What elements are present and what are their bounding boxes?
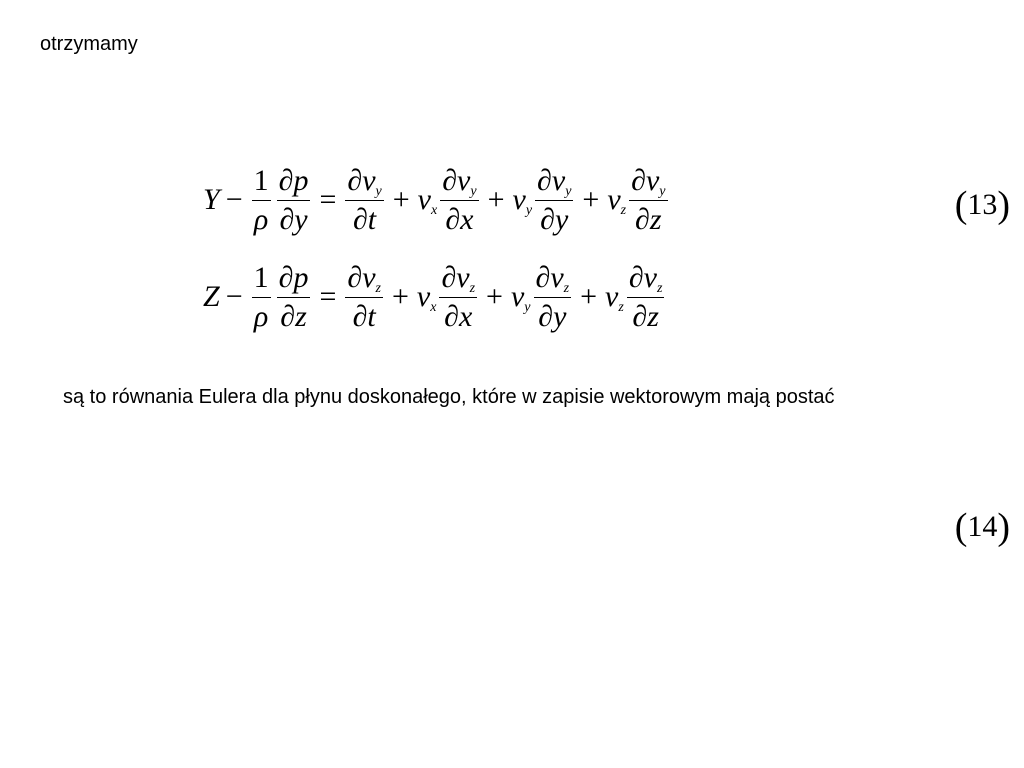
lhs-symbol: Y xyxy=(203,183,220,216)
fraction-dv-dz: $\frac{\partial v_z}{\partial z}$ xyxy=(628,260,663,333)
fraction-one-over-rho: $\frac{1}{\rho}$ xyxy=(253,163,269,236)
intro-text: otrzymamy xyxy=(40,33,138,55)
euler-equation-z: Z − $\frac{1}{\rho}$ $\frac{\partial p}{\partial z}$ = $\frac{\partial v_z}{\partial t}$ + $v_x$ $\frac{\partial v_z}{\partial x}$ + $v_y$ $\frac{\partial v_z}{\partial y}$ + $v_z$ $\frac{\partial v_z}{\partial z}$ xyxy=(203,260,663,333)
fraction-dv-dz: $\frac{\partial v_y}{\partial z}$ xyxy=(631,163,666,236)
equation-number-13: ( 13 ) xyxy=(954,184,1010,226)
euler-equation-y: Y − $\frac{1}{\rho}$ $\frac{\partial p}{\partial y}$ = $\frac{\partial v_y}{\partial t}$ + $v_x$ $\frac{\partial v_y}{\partial x}$ + $v_y$ $\frac{\partial v_y}{\partial y}$ + $v_z$ $\frac{\partial v_y}{\partial z}$ xyxy=(203,163,666,236)
fraction-dp-dvar: $\frac{\partial p}{\partial z}$ xyxy=(278,260,309,333)
lhs-symbol: Z xyxy=(203,280,220,313)
description-text: są to równania Eulera dla płynu doskonałego, które w zapisie wektorowym mają postać xyxy=(63,386,835,408)
fraction-dv-dy: $\frac{\partial v_y}{\partial y}$ xyxy=(537,163,572,236)
fraction-dv-dx: $\frac{\partial v_z}{\partial x}$ xyxy=(441,260,476,333)
equals-sign: = xyxy=(319,280,337,313)
fraction-dv-dy: $\frac{\partial v_z}{\partial y}$ xyxy=(535,260,570,333)
minus-sign: − xyxy=(225,183,243,216)
fraction-dv-dx: $\frac{\partial v_y}{\partial x}$ xyxy=(442,163,477,236)
equals-sign: = xyxy=(319,183,337,216)
fraction-dp-dvar: $\frac{\partial p}{\partial y}$ xyxy=(278,163,309,236)
fraction-dv-dt: $\frac{\partial v_z}{\partial t}$ xyxy=(347,260,381,333)
fraction-one-over-rho: $\frac{1}{\rho}$ xyxy=(253,260,269,333)
fraction-dv-dt: $\frac{\partial v_y}{\partial t}$ xyxy=(347,163,382,236)
minus-sign: − xyxy=(225,280,243,313)
equation-number-14: ( 14 ) xyxy=(954,506,1010,548)
